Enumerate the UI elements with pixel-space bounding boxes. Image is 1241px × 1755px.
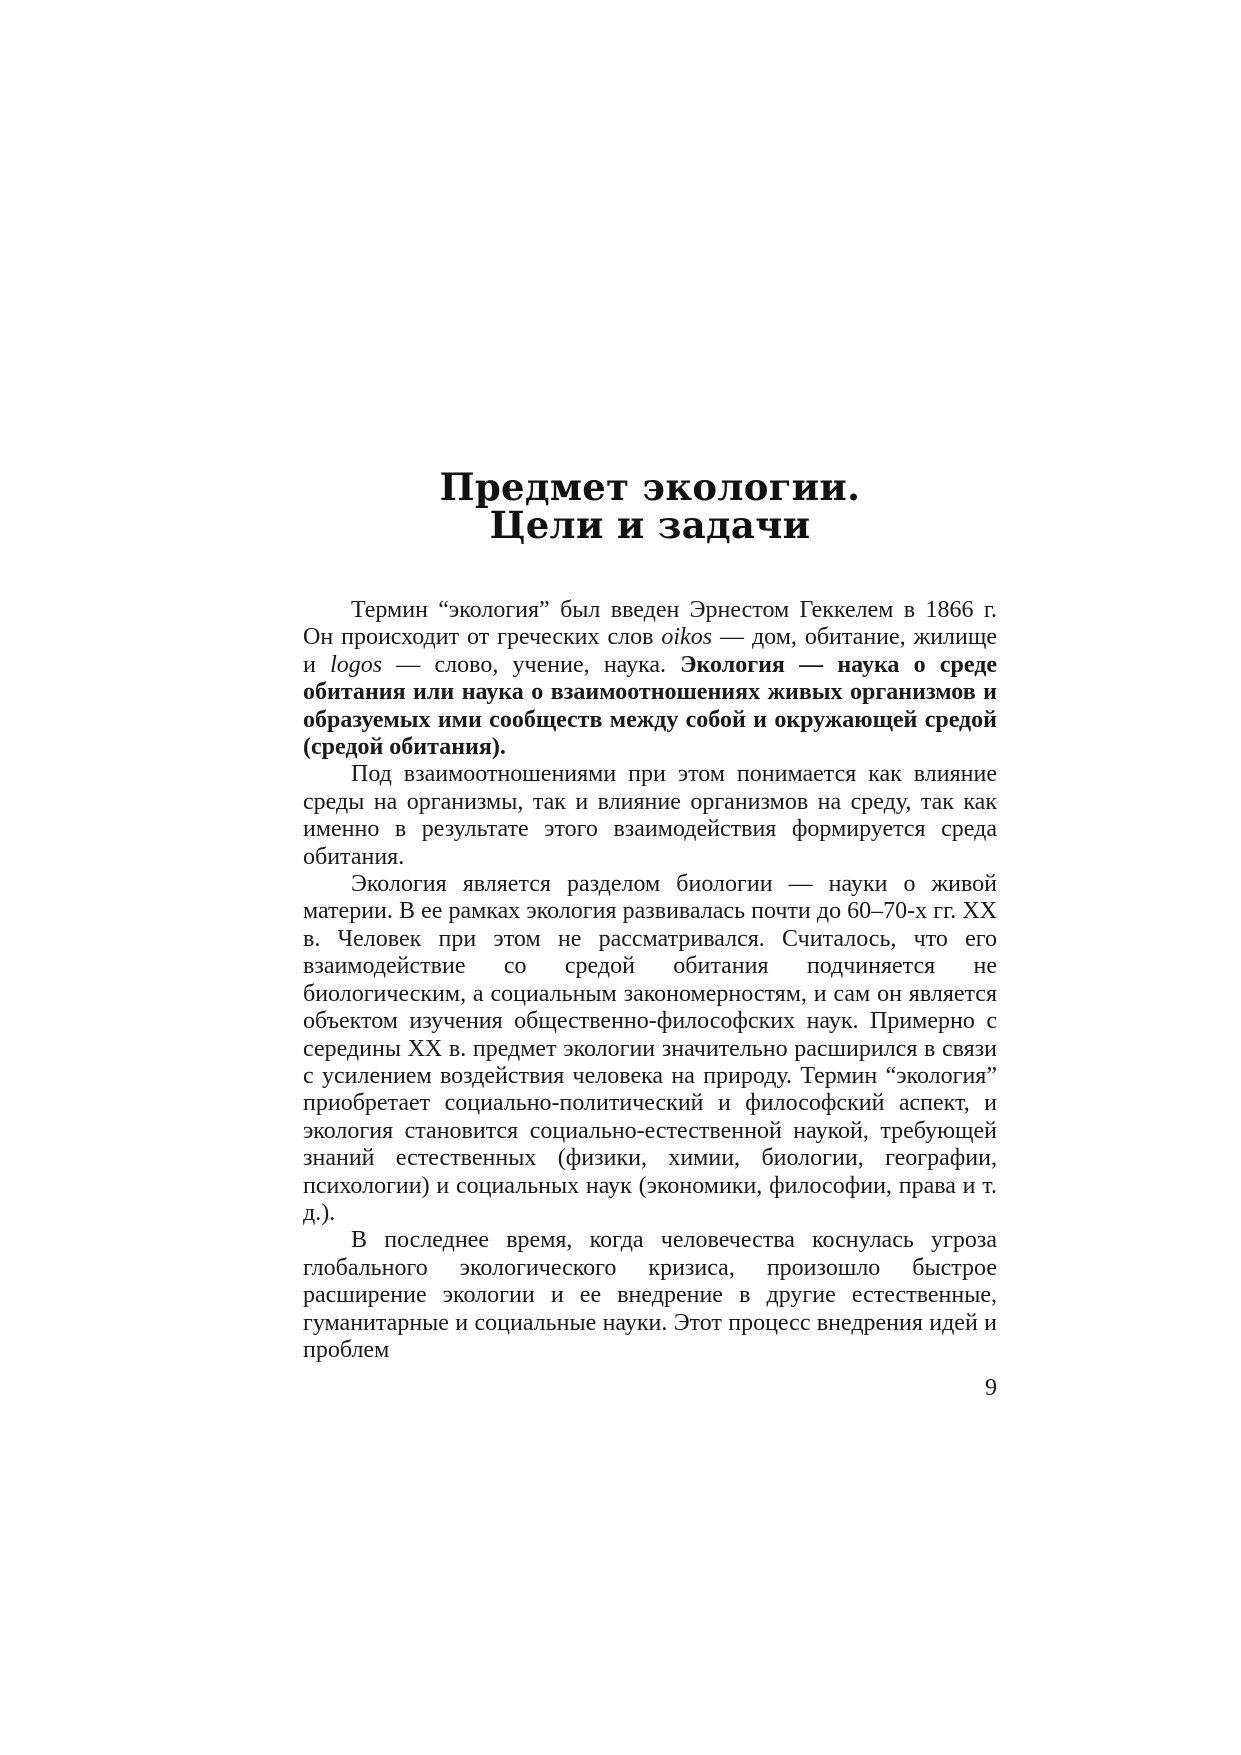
paragraph-1-text-b: — дом, обитание, жилище и xyxy=(303,624,997,678)
paragraph-4: В последнее время, когда человечества коснулась угроза глобального экологического кризиса, произошло быстрое расширение экологии и ее внедрение в другие естественные, гуманитарные и социальные науки. Этот процесс внедрения идей и проблем xyxy=(303,1227,997,1363)
paragraph-1 xyxy=(303,597,997,761)
term-oikos: oikos xyxy=(661,624,713,651)
body-text xyxy=(303,597,997,1364)
paragraph-2: Под взаимоотношениями при этом понимается как влияние среды на организмы, так и влияние организмов на среду, так как именно в результате этого взаимодействия формируется среда обитания. xyxy=(303,761,997,870)
page-number: 9 xyxy=(985,1375,997,1401)
chapter-title-line-1: Предмет экологии. xyxy=(439,465,861,509)
paragraph-3: Экология является разделом биологии — науки о живой материи. В ее рамках экология развивалась почти до 60–70-х гг. XX в. Человек при этом не рассматривался. Считалось, что его взаимодействие со средой обитания подчиняется не биологическим, а социальным закономерностям, и сам он является объектом изучения общественно-философских наук. Примерно с середины XX в. предмет экологии значительно расширился в связи с усилением воздействия человека на природу. Термин “экология” приобретает социально-политический и философский аспект, и экология становится социально-естественной наукой, требующей знаний естественных (физики, химии, биологии, географии, психологии) и социальных наук (экономики, философии, права и т. д.). xyxy=(303,871,997,1226)
paragraph-1-text-c: — слово, учение, наука. xyxy=(382,651,681,678)
ecology-definition: Экология — наука о среде обитания или наука о взаимоотношениях живых организмов и образуемых ими сообществ между собой и окружающей средой (средой обитания). xyxy=(303,651,997,761)
term-logos: logos xyxy=(330,651,383,678)
chapter-title xyxy=(300,465,1000,547)
chapter-title-line-2: Цели и задачи xyxy=(489,503,811,547)
paragraph-1-text-a: Термин “экология” был введен Эрнестом Геккелем в 1866 г. Он происходит от греческих слов xyxy=(303,597,997,651)
